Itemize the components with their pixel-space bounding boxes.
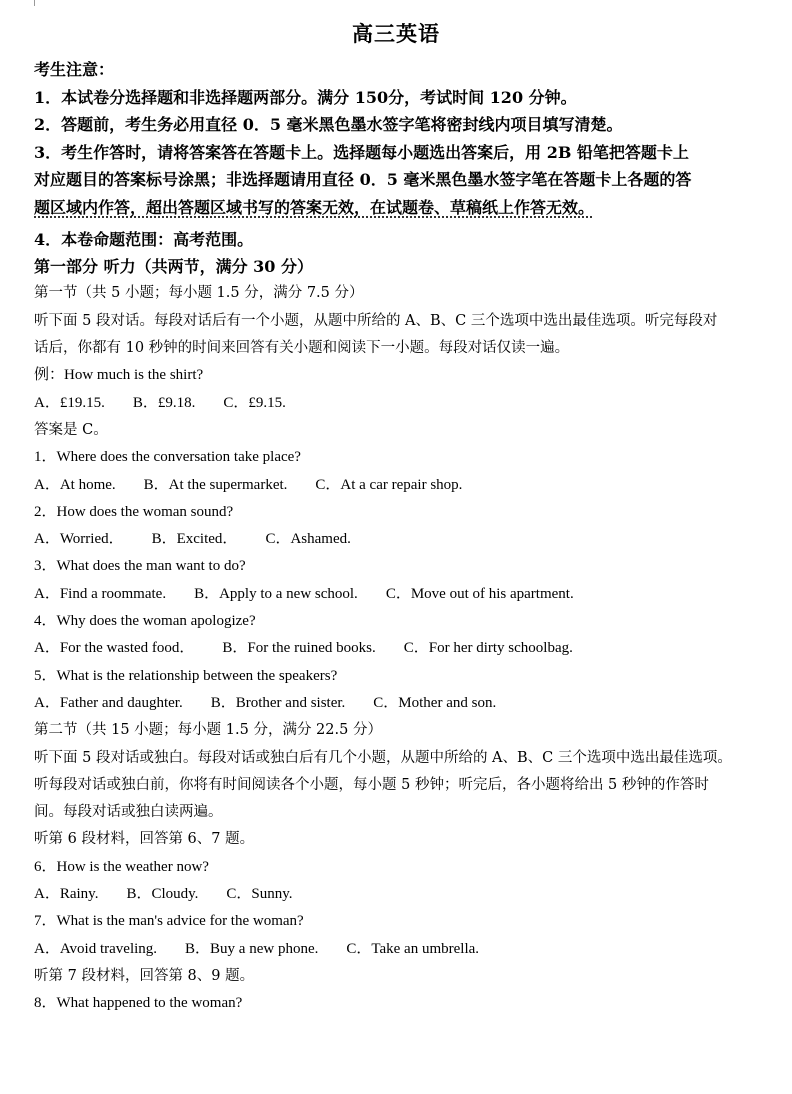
question-1-option-b: B．At the supermarket. (143, 476, 288, 493)
section2-instructions-line-2: 听每段对话或独白前，你将有时间阅读各个小题，每小题 5 秒钟；听完后，各小题将给出 5 秒钟的作答时 (34, 776, 709, 793)
notice-block (34, 56, 752, 253)
section1-heading: 第一节（共 5 小题；每小题 1.5 分，满分 7.5 分） (34, 285, 364, 302)
notice-item-3-line-1: 3．考生作答时，请将答案答在答题卡上。选择题每小题选出答案后，用 2B 铅笔把答题卡上 (34, 142, 689, 162)
example-question-stem: 例：How much is the shirt? (34, 367, 204, 384)
question-2-option-c: C．Ashamed. (265, 531, 351, 548)
question-4-option-b: B．For the ruined books. (222, 640, 376, 657)
section2-heading: 第二节（共 15 小题；每小题 1.5 分，满分 22.5 分） (34, 722, 382, 739)
example-option-a: A．£19.15. (34, 394, 105, 411)
question-1-stem: 1．Where does the conversation take place? (34, 449, 301, 466)
example-option-b: B．£9.18. (132, 394, 196, 411)
question-7-stem: 7．What is the man's advice for the woman? (34, 913, 304, 930)
section1-instructions-line-1: 听下面 5 段对话。每段对话后有一个小题，从题中所给的 A、B、C 三个选项中选出最佳选项。听完每段对 (34, 312, 718, 329)
notice-item-2: 2．答题前，考生务必用直径 0．5 毫米黑色墨水签字笔将密封线内项目填写清楚。 (34, 115, 623, 135)
question-3-stem: 3．What does the man want to do? (34, 558, 246, 575)
example-options (34, 390, 752, 417)
section2-instructions-line-3: 间。每段对话或独白读两遍。 (34, 804, 223, 821)
question-6-options (34, 881, 752, 908)
notice-item-3-line-2: 对应题目的答案标号涂黑；非选择题请用直径 0．5 毫米黑色墨水签字笔在答题卡上各题的答 (34, 170, 692, 190)
question-6-stem: 6．How is the weather now? (34, 858, 209, 875)
corner-mark (34, 0, 35, 6)
section1-instructions-line-2: 话后，你都有 10 秒钟的时间来回答有关小题和阅读下一小题。每段对话仅读一遍。 (34, 340, 570, 357)
question-4-stem: 4．Why does the woman apologize? (34, 613, 256, 630)
question-2-option-b: B．Excited． (151, 531, 238, 548)
question-6-option-a: A．Rainy. (34, 885, 99, 902)
part1-heading: 第一部分 听力（共两节，满分 30 分） (34, 257, 313, 277)
question-4-option-a: A．For the wasted food． (34, 640, 195, 657)
question-1-options (34, 472, 752, 499)
notice-heading: 考生注意： (34, 60, 115, 79)
question-3-option-a: A．Find a roommate. (34, 585, 167, 602)
section2-instructions-line-1: 听下面 5 段对话或独白。每段对话或独白后有几个小题，从题中所给的 A、B、C 三个选项中选出最佳选项。 (34, 749, 732, 766)
question-4-options (34, 635, 752, 662)
question-7-options (34, 936, 752, 963)
example-answer: 答案是 C。 (34, 421, 108, 438)
material-7-note: 听第 7 段材料，回答第 8、9 题。 (34, 967, 255, 984)
question-7-option-c: C．Take an umbrella. (346, 940, 480, 957)
question-5-option-a: A．Father and daughter. (34, 694, 183, 711)
question-2-stem: 2．How does the woman sound? (34, 503, 234, 520)
question-5-option-c: C．Mother and son. (373, 694, 497, 711)
exam-content (34, 56, 752, 1017)
question-2-option-a: A．Worried． (34, 531, 124, 548)
question-6-option-b: B．Cloudy. (126, 885, 199, 902)
notice-item-1: 1．本试卷分选择题和非选择题两部分。满分 150分，考试时间 120 分钟。 (34, 87, 577, 107)
material-6-note: 听第 6 段材料，回答第 6、7 题。 (34, 831, 255, 848)
example-option-c: C．£9.15. (223, 394, 286, 411)
notice-item-3-underlined: 题区域内作答，超出答题区域书写的答案无效，在试题卷、草稿纸上作答无效。 (34, 197, 595, 217)
page-title: 高三英语 (352, 21, 440, 46)
question-3-options (34, 581, 752, 608)
question-7-option-b: B．Buy a new phone. (185, 940, 319, 957)
notice-item-3-line-3 (34, 194, 752, 222)
question-8-stem: 8．What happened to the woman? (34, 995, 243, 1012)
question-5-stem: 5．What is the relationship between the speakers? (34, 667, 338, 684)
question-4-option-c: C．For her dirty schoolbag. (403, 640, 573, 657)
question-3-option-b: B．Apply to a new school. (194, 585, 358, 602)
question-1-option-c: C．At a car repair shop. (315, 476, 463, 493)
question-2-options (34, 526, 752, 553)
question-7-option-a: A．Avoid traveling. (34, 940, 158, 957)
question-5-option-b: B．Brother and sister. (210, 694, 346, 711)
question-6-option-c: C．Sunny. (226, 885, 293, 902)
question-3-option-c: C．Move out of his apartment. (385, 585, 574, 602)
notice-item-4: 4．本卷命题范围：高考范围。 (34, 229, 254, 249)
question-1-option-a: A．At home. (34, 476, 116, 493)
question-5-options (34, 690, 752, 717)
